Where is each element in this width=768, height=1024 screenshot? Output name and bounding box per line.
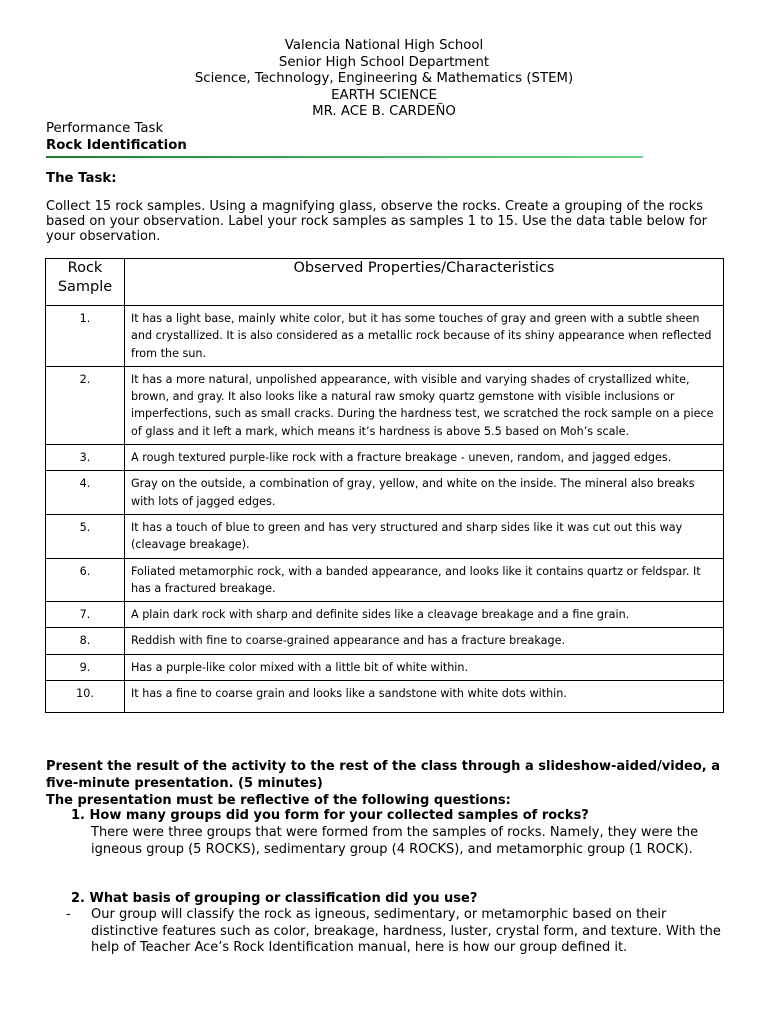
- sample-number: 3.: [46, 445, 125, 471]
- rock-sample-header: [46, 259, 125, 306]
- sample-number: 1.: [46, 306, 125, 367]
- observation-table: [45, 258, 724, 713]
- sample-description: A plain dark rock with sharp and definite sides like a cleavage breakage and a fine grain.: [125, 602, 724, 628]
- sample-description: Gray on the outside, a combination of gray, yellow, and white on the inside. The mineral also breaks with lots of jagged edges.: [125, 471, 724, 515]
- the-task-heading: The Task:: [46, 171, 117, 186]
- table-row: [46, 681, 724, 713]
- table-row: [46, 514, 724, 558]
- sample-description: It has a light base, mainly white color, but it has some touches of gray and green with a subtle sheen and crystallized. It is also considered as a metallic rock because of its shiny appearance when reflected from the sun.: [125, 306, 724, 367]
- answer-2: Our group will classify the rock as igneous, sedimentary, or metamorphic based on their distinctive features such as color, breakage, hardness, luster, crystal form, and texture. With the help of Teacher Ace’s Rock Identification manual, here is how our group defined it.: [91, 907, 721, 956]
- sample-number: 6.: [46, 558, 125, 602]
- table-row: [46, 654, 724, 680]
- table-row: [46, 602, 724, 628]
- sample-description: It has a fine to coarse grain and looks like a sandstone with white dots within.: [125, 681, 724, 713]
- subject-name: EARTH SCIENCE: [331, 87, 437, 103]
- question-2: 2. What basis of grouping or classification did you use?: [71, 891, 478, 906]
- properties-header-label: Observed Properties/Characteristics: [293, 260, 555, 276]
- bullet-dash: -: [66, 907, 71, 922]
- school-header: [0, 38, 768, 121]
- school-name: Valencia National High School: [284, 38, 484, 53]
- table-header-row: [46, 259, 724, 306]
- table-row: [46, 366, 724, 444]
- presentation-instructions: [46, 759, 736, 809]
- table-row: [46, 558, 724, 602]
- strand-name: Science, Technology, Engineering & Mathematics (STEM): [194, 71, 574, 87]
- sample-description: It has a more natural, unpolished appearance, with visible and varying shades of crystallized white, brown, and gray. It also looks like a natural raw smoky quartz gemstone with visible inclusions or imperfections, such as small cracks. During the hardness test, we scratched the rock sample on a piece of glass and it left a mark, which means it’s hardness is above 5.5 based on Moh’s scale.: [125, 366, 724, 444]
- table-row: [46, 306, 724, 367]
- question-1: 1. How many groups did you form for your collected samples of rocks?: [71, 808, 589, 823]
- sample-description: Foliated metamorphic rock, with a banded appearance, and looks like it contains quartz or feldspar. It has a fractured breakage.: [125, 558, 724, 602]
- sample-number: 2.: [46, 366, 125, 444]
- sample-number: 9.: [46, 654, 125, 680]
- sample-number: 8.: [46, 628, 125, 654]
- sample-description: A rough textured purple-like rock with a fracture breakage - uneven, random, and jagged edges.: [125, 445, 724, 471]
- table-row: [46, 445, 724, 471]
- table-row: [46, 628, 724, 654]
- sample-description: Has a purple-like color mixed with a little bit of white within.: [125, 654, 724, 680]
- teacher-name: MR. ACE B. CARDEÑO: [312, 104, 456, 120]
- sample-description: It has a touch of blue to green and has very structured and sharp sides like it was cut out this way (cleavage breakage).: [125, 514, 724, 558]
- presentation-questions-intro: The presentation must be reflective of the following questions:: [46, 792, 511, 808]
- presentation-task: Present the result of the activity to the rest of the class through a slideshow-aided/video, a five-minute presentation. (5 minutes): [46, 759, 720, 791]
- properties-header: [125, 259, 724, 306]
- task-label: Performance Task: [46, 121, 164, 136]
- department-name: Senior High School Department: [278, 54, 490, 70]
- rock-sample-header-line2: Sample: [57, 279, 113, 295]
- sample-number: 4.: [46, 471, 125, 515]
- answer-1: There were three groups that were formed from the samples of rocks. Namely, they were the igneous group (5 ROCKS), sedimentary group (4 ROCKS), and metamorphic group (1 ROCK).: [91, 825, 699, 857]
- sample-number: 10.: [46, 681, 125, 713]
- title-divider: [46, 156, 643, 158]
- sample-description: Reddish with fine to coarse-grained appearance and has a fracture breakage.: [125, 628, 724, 654]
- table-row: [46, 471, 724, 515]
- sample-number: 7.: [46, 602, 125, 628]
- task-title: Rock Identification: [46, 138, 187, 153]
- task-instructions: Collect 15 rock samples. Using a magnifying glass, observe the rocks. Create a grouping of the rocks based on your observation. Label your rock samples as samples 1 to 15. Use the data table below for your observation.: [46, 199, 708, 244]
- sample-number: 5.: [46, 514, 125, 558]
- rock-sample-header-line1: Rock: [67, 260, 103, 276]
